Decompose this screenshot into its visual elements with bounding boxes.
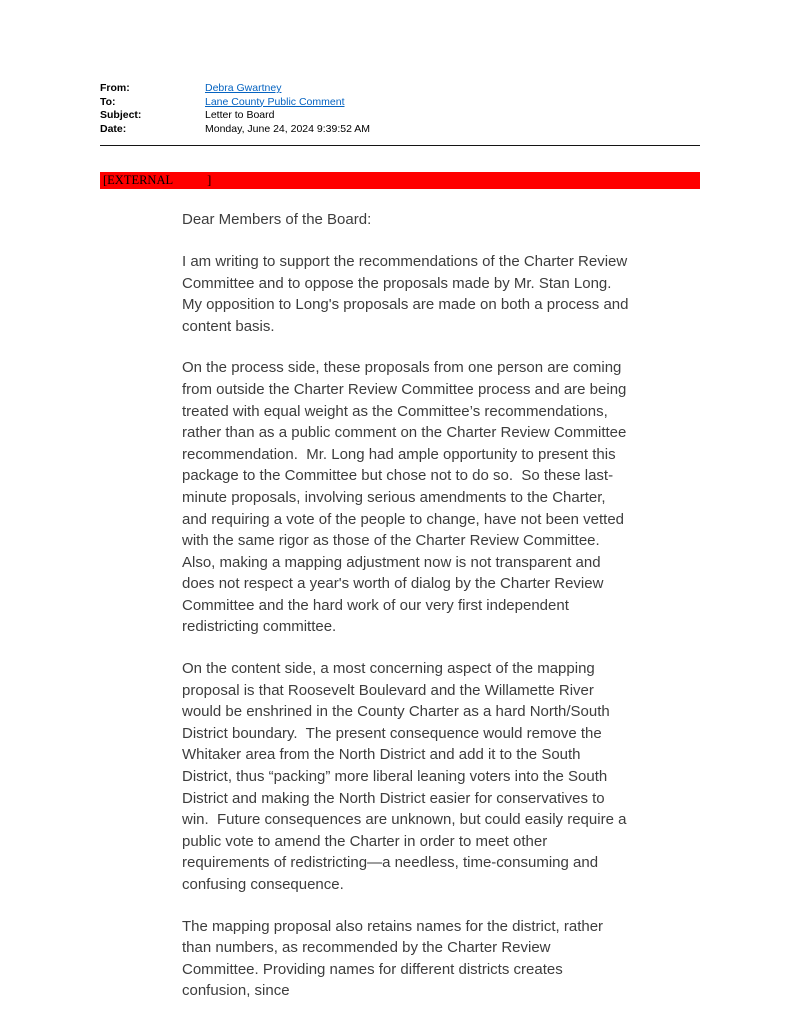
from-link[interactable]: Debra Gwartney xyxy=(205,82,282,94)
date-value: Monday, June 24, 2024 9:39:52 AM xyxy=(205,122,371,135)
salutation: Dear Members of the Board: xyxy=(182,211,372,229)
body-paragraph-2: On the process side, these proposals from one person are coming from outside the Charter Review Committee process and are being treated with equal weight as the Committee’s recommendations, rather than as a public comment on the Charter Review Committee recommendation. Mr. Long had ample opportunity to present this package to the Committee but chose not to do so. So these last-minute proposals, involving serious amendments to the Charter, and requiring a vote of the people to change, have not been vetted with the same rigor as those of the Charter Review Committee. Also, making a mapping adjustment now is not transparent and does not respect a year's worth of dialog by the Charter Review Committee and the hard work of our very first independent redistricting committee. xyxy=(182,359,631,636)
email-header xyxy=(100,82,700,136)
from-label: From: xyxy=(100,82,130,94)
header-fields xyxy=(100,82,700,136)
header-divider xyxy=(100,145,700,146)
to-link[interactable]: Lane County Public Comment xyxy=(205,95,345,108)
body-paragraph-3: On the content side, a most concerning aspect of the mapping proposal is that Roosevelt Boulevard and the Willamette River would be enshrined in the County Charter as a hard North/South District boundary. The present consequence would remove the Whitaker area from the North District and add it to the South District, thus “packing” more liberal leaning voters into the South District and making the North District easier for conservatives to win. Future consequences are unknown, but could easily require a public vote to amend the Charter in order to meet other requirements of redistricting—a needless, time-consuming and confusing consequence. xyxy=(182,660,631,893)
body-paragraph-4: The mapping proposal also retains names for the district, rather than numbers, as recommended by the Charter Review Committee. Providing names for different districts creates confusion, since xyxy=(182,917,608,1000)
subject-value: Letter to Board xyxy=(205,109,275,122)
external-banner-text: [EXTERNAL xyxy=(103,173,174,188)
email-body xyxy=(182,209,633,1002)
body-paragraph-1: I am writing to support the recommendations of the Charter Review Committee and to oppose the proposals made by Mr. Stan Long. My opposition to Long's proposals are made on both a process and content basis. xyxy=(182,252,633,335)
to-label: To: xyxy=(100,95,116,108)
header-field-date xyxy=(100,123,700,137)
external-banner xyxy=(100,172,700,189)
header-field-to xyxy=(100,96,700,110)
external-banner-close-bracket: ] xyxy=(207,173,212,188)
subject-label: Subject: xyxy=(100,109,142,122)
header-field-subject xyxy=(100,109,700,123)
header-field-from xyxy=(100,82,700,96)
date-label: Date: xyxy=(100,122,127,135)
body-paragraphs xyxy=(182,251,633,1002)
